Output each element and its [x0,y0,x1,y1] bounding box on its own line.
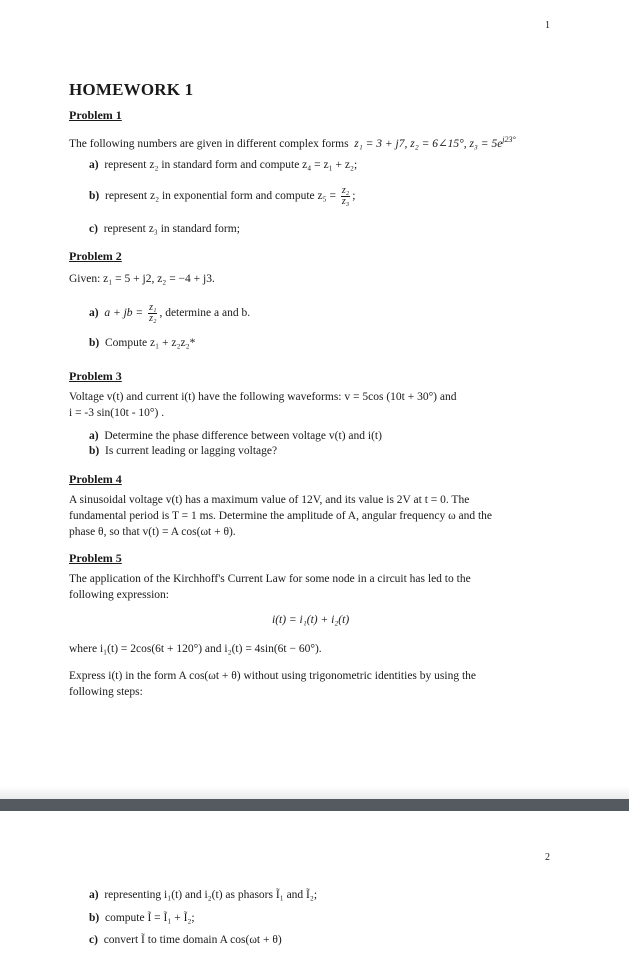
problem-2-item-a: a) a + jb = $\frac{\text{z₁}}{\text{z₂}}$ , determine a and b. [89,302,251,324]
problem-1-heading: Problem 1 [69,108,122,122]
problem-3-item-a: a) Determine the phase difference between voltage v(t) and i(t) [89,430,382,442]
problem-1-intro-math: z₁ = 3 + j7, z₂ = 6∠15°, z₃ = 5e [354,137,503,150]
page-number: 1 [545,20,550,31]
problem-3-line-1: Voltage v(t) and current i(t) have the following waveforms: v = 5cos (10t + 30°) and [69,391,457,403]
problem-3-heading: Problem 3 [69,369,122,383]
problem-2-heading: Problem 2 [69,249,122,263]
page-2-item-a: a) representing i₁(t) and i₂(t) as phasors Ĩ₁ and Ĩ₂; [89,889,318,901]
problem-3-line-2: i = -3 sin(10t - 10°) . [69,407,165,419]
problem-4-heading: Problem 4 [69,472,122,486]
problem-1-item-b: b) represent z₂ in exponential form and compute z₅ = $\frac{\text{z₂}}{\text{z₃}}$ ; [89,185,356,207]
page-separator-shade [0,786,629,799]
problem-5-line-4: following steps: [69,686,143,698]
problem-1-item-a: a) represent z₂ in standard form and compute z₄ = z₁ + z₂; [89,159,358,171]
page-number-2: 2 [545,852,550,863]
problem-1-intro-exp: j23° [502,135,516,144]
problem-2-item-b: b) Compute z₁ + z₂z₂* [89,337,196,349]
problem-5-line-1: The application of the Kirchhoff's Current Law for some node in a circuit has led to the [69,573,471,585]
problem-5-line-2: following expression: [69,589,169,601]
fraction-z2-over-z3: $\frac{\text{z₂}}{\text{z₃}}$ [341,185,350,207]
problem-1-item-c: c) represent z₃ in standard form; [89,223,240,235]
page-2-item-c: c) convert Ĩ to time domain A cos(ωt + θ) [89,934,282,946]
problem-2-given: Given: z₁ = 5 + j2, z₂ = −4 + j3. [69,273,215,285]
problem-5-heading: Problem 5 [69,551,122,565]
problem-1-intro: The following numbers are given in different complex forms z₁ = 3 + j7, z₂ = 6∠15°, $z_3 = 5e^{j23^\circ}$ [69,135,516,150]
page-title: HOMEWORK 1 [69,80,194,99]
page-2-item-b: b) compute Ĩ = Ĩ₁ + Ĩ₂; [89,912,195,924]
problem-5-line-3: Express i(t) in the form A cos(ωt + θ) without using trigonometric identities by using the [69,670,476,682]
page-separator [0,799,629,811]
problem-4-line-2: fundamental period is T = 1 ms. Determine the amplitude of A, angular frequency ω and the [69,510,493,522]
problem-5-where: where i₁(t) = 2cos(6t + 120°) and i₂(t) = 4sin(6t − 60°). [69,643,322,655]
problem-3-item-b: b) Is current leading or lagging voltage? [89,445,278,457]
problem-4-line-3: phase θ, so that v(t) = A cos(ωt + θ). [69,526,236,538]
problem-5-equation: i(t) = i₁(t) + i₂(t) [272,614,350,626]
fraction-z1-over-z2: $\frac{\text{z₁}}{\text{z₂}}$ [149,302,157,324]
problem-4-line-1: A sinusoidal voltage v(t) has a maximum value of 12V, and its value is 2V at t = 0. The [69,494,470,506]
